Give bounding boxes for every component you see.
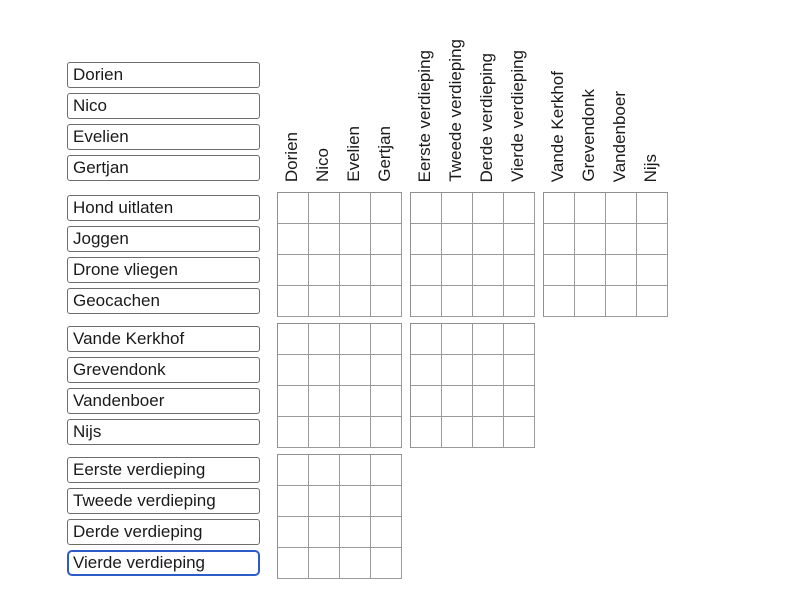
grid-cell[interactable] xyxy=(504,193,535,224)
grid-cell[interactable] xyxy=(473,224,504,255)
label-input-activity-1[interactable] xyxy=(67,195,260,221)
grid-cell[interactable] xyxy=(442,224,473,255)
grid-cell[interactable] xyxy=(411,324,442,355)
grid-cell[interactable] xyxy=(504,255,535,286)
grid-cell[interactable] xyxy=(340,355,371,386)
grid-cell[interactable] xyxy=(278,255,309,286)
grid-cell[interactable] xyxy=(473,286,504,317)
grid-cell[interactable] xyxy=(309,324,340,355)
grid-cell[interactable] xyxy=(340,324,371,355)
grid-cell[interactable] xyxy=(442,255,473,286)
grid-cell[interactable] xyxy=(411,224,442,255)
grid-cell[interactable] xyxy=(371,286,402,317)
label-input-floor-2[interactable] xyxy=(67,488,260,514)
label-input-surname-1[interactable] xyxy=(67,326,260,352)
grid-cell[interactable] xyxy=(637,224,668,255)
grid-cell[interactable] xyxy=(637,193,668,224)
grid-cell[interactable] xyxy=(309,386,340,417)
label-input-name-4[interactable] xyxy=(67,155,260,181)
grid-cell[interactable] xyxy=(340,193,371,224)
grid-cell[interactable] xyxy=(473,386,504,417)
grid-cell[interactable] xyxy=(278,548,309,579)
grid-cell[interactable] xyxy=(278,417,309,448)
grid-cell[interactable] xyxy=(340,286,371,317)
grid-cell[interactable] xyxy=(504,286,535,317)
grid-cell[interactable] xyxy=(278,517,309,548)
column-header-vande-kerkhof: Vande Kerkhof xyxy=(548,70,568,182)
grid-cell[interactable] xyxy=(278,224,309,255)
grid-cell[interactable] xyxy=(442,324,473,355)
grid-block-activities-floors xyxy=(410,192,535,317)
grid-cell[interactable] xyxy=(575,255,606,286)
label-input-name-1[interactable] xyxy=(67,62,260,88)
grid-cell[interactable] xyxy=(309,193,340,224)
grid-cell[interactable] xyxy=(309,417,340,448)
grid-cell[interactable] xyxy=(411,255,442,286)
grid-cell[interactable] xyxy=(278,486,309,517)
grid-cell[interactable] xyxy=(544,193,575,224)
grid-cell[interactable] xyxy=(637,286,668,317)
grid-cell[interactable] xyxy=(278,286,309,317)
label-input-surname-4[interactable] xyxy=(67,419,260,445)
grid-cell[interactable] xyxy=(371,417,402,448)
grid-cell[interactable] xyxy=(309,486,340,517)
column-header-vierde-verdieping: Vierde verdieping xyxy=(508,50,528,182)
grid-cell[interactable] xyxy=(340,417,371,448)
grid-cell[interactable] xyxy=(340,486,371,517)
grid-cell[interactable] xyxy=(371,517,402,548)
grid-cell[interactable] xyxy=(340,386,371,417)
grid-cell[interactable] xyxy=(340,224,371,255)
label-input-floor-3[interactable] xyxy=(67,519,260,545)
label-input-surname-2[interactable] xyxy=(67,357,260,383)
grid-cell[interactable] xyxy=(309,255,340,286)
grid-cell[interactable] xyxy=(371,324,402,355)
grid-cell[interactable] xyxy=(371,193,402,224)
column-header-derde-verdieping: Derde verdieping xyxy=(477,52,497,182)
grid-cell[interactable] xyxy=(340,255,371,286)
grid-cell[interactable] xyxy=(606,255,637,286)
grid-cell[interactable] xyxy=(442,417,473,448)
grid-cell[interactable] xyxy=(575,193,606,224)
grid-cell[interactable] xyxy=(309,355,340,386)
grid-cell[interactable] xyxy=(371,355,402,386)
grid-cell[interactable] xyxy=(473,324,504,355)
grid-cell[interactable] xyxy=(411,386,442,417)
grid-cell[interactable] xyxy=(504,324,535,355)
grid-cell[interactable] xyxy=(442,193,473,224)
grid-cell[interactable] xyxy=(278,386,309,417)
grid-cell[interactable] xyxy=(606,224,637,255)
grid-cell[interactable] xyxy=(442,286,473,317)
column-header-gertjan: Gertjan xyxy=(375,126,395,182)
grid-cell[interactable] xyxy=(278,455,309,486)
grid-cell[interactable] xyxy=(411,193,442,224)
grid-cell[interactable] xyxy=(473,193,504,224)
grid-cell[interactable] xyxy=(411,355,442,386)
grid-cell[interactable] xyxy=(606,286,637,317)
column-header-nico: Nico xyxy=(313,147,333,182)
grid-block-surnames-floors xyxy=(410,323,535,448)
grid-cell[interactable] xyxy=(637,255,668,286)
column-header-vandenboer: Vandenboer xyxy=(610,90,630,182)
grid-cell[interactable] xyxy=(309,286,340,317)
grid-cell[interactable] xyxy=(278,193,309,224)
label-input-name-2[interactable] xyxy=(67,93,260,119)
grid-cell[interactable] xyxy=(473,417,504,448)
grid-cell[interactable] xyxy=(309,517,340,548)
label-input-activity-3[interactable] xyxy=(67,257,260,283)
grid-cell[interactable] xyxy=(473,355,504,386)
grid-cell[interactable] xyxy=(371,455,402,486)
grid-cell[interactable] xyxy=(442,355,473,386)
grid-cell[interactable] xyxy=(411,417,442,448)
column-header-dorien: Dorien xyxy=(282,131,302,182)
label-input-activity-2[interactable] xyxy=(67,226,260,252)
grid-cell[interactable] xyxy=(309,548,340,579)
grid-cell[interactable] xyxy=(371,255,402,286)
grid-block-activities-surnames xyxy=(543,192,668,317)
column-header-evelien: Evelien xyxy=(344,126,364,182)
grid-cell[interactable] xyxy=(544,286,575,317)
grid-cell[interactable] xyxy=(504,224,535,255)
grid-block-surnames-names xyxy=(277,323,402,448)
grid-cell[interactable] xyxy=(544,255,575,286)
grid-cell[interactable] xyxy=(371,224,402,255)
grid-cell[interactable] xyxy=(544,224,575,255)
grid-cell[interactable] xyxy=(340,455,371,486)
grid-cell[interactable] xyxy=(340,517,371,548)
grid-cell[interactable] xyxy=(371,386,402,417)
grid-cell[interactable] xyxy=(309,455,340,486)
grid-cell[interactable] xyxy=(606,193,637,224)
label-input-surname-3[interactable] xyxy=(67,388,260,414)
column-header-nijs: Nijs xyxy=(641,153,661,182)
label-input-name-3[interactable] xyxy=(67,124,260,150)
grid-cell[interactable] xyxy=(575,224,606,255)
grid-cell[interactable] xyxy=(504,355,535,386)
grid-cell[interactable] xyxy=(504,417,535,448)
column-header-tweede-verdieping: Tweede verdieping xyxy=(446,39,466,182)
grid-cell[interactable] xyxy=(371,486,402,517)
grid-cell[interactable] xyxy=(442,386,473,417)
grid-cell[interactable] xyxy=(340,548,371,579)
label-input-floor-4-focused[interactable] xyxy=(67,550,260,576)
grid-cell[interactable] xyxy=(504,386,535,417)
label-input-activity-4[interactable] xyxy=(67,288,260,314)
column-header-eerste-verdieping: Eerste verdieping xyxy=(415,49,435,182)
grid-cell[interactable] xyxy=(278,355,309,386)
label-input-floor-1[interactable] xyxy=(67,457,260,483)
column-header-grevendonk: Grevendonk xyxy=(579,89,599,182)
grid-cell[interactable] xyxy=(473,255,504,286)
grid-cell[interactable] xyxy=(278,324,309,355)
grid-block-floors-names xyxy=(277,454,402,579)
grid-cell[interactable] xyxy=(575,286,606,317)
grid-cell[interactable] xyxy=(371,548,402,579)
grid-cell[interactable] xyxy=(309,224,340,255)
grid-cell[interactable] xyxy=(411,286,442,317)
grid-block-activities-names xyxy=(277,192,402,317)
